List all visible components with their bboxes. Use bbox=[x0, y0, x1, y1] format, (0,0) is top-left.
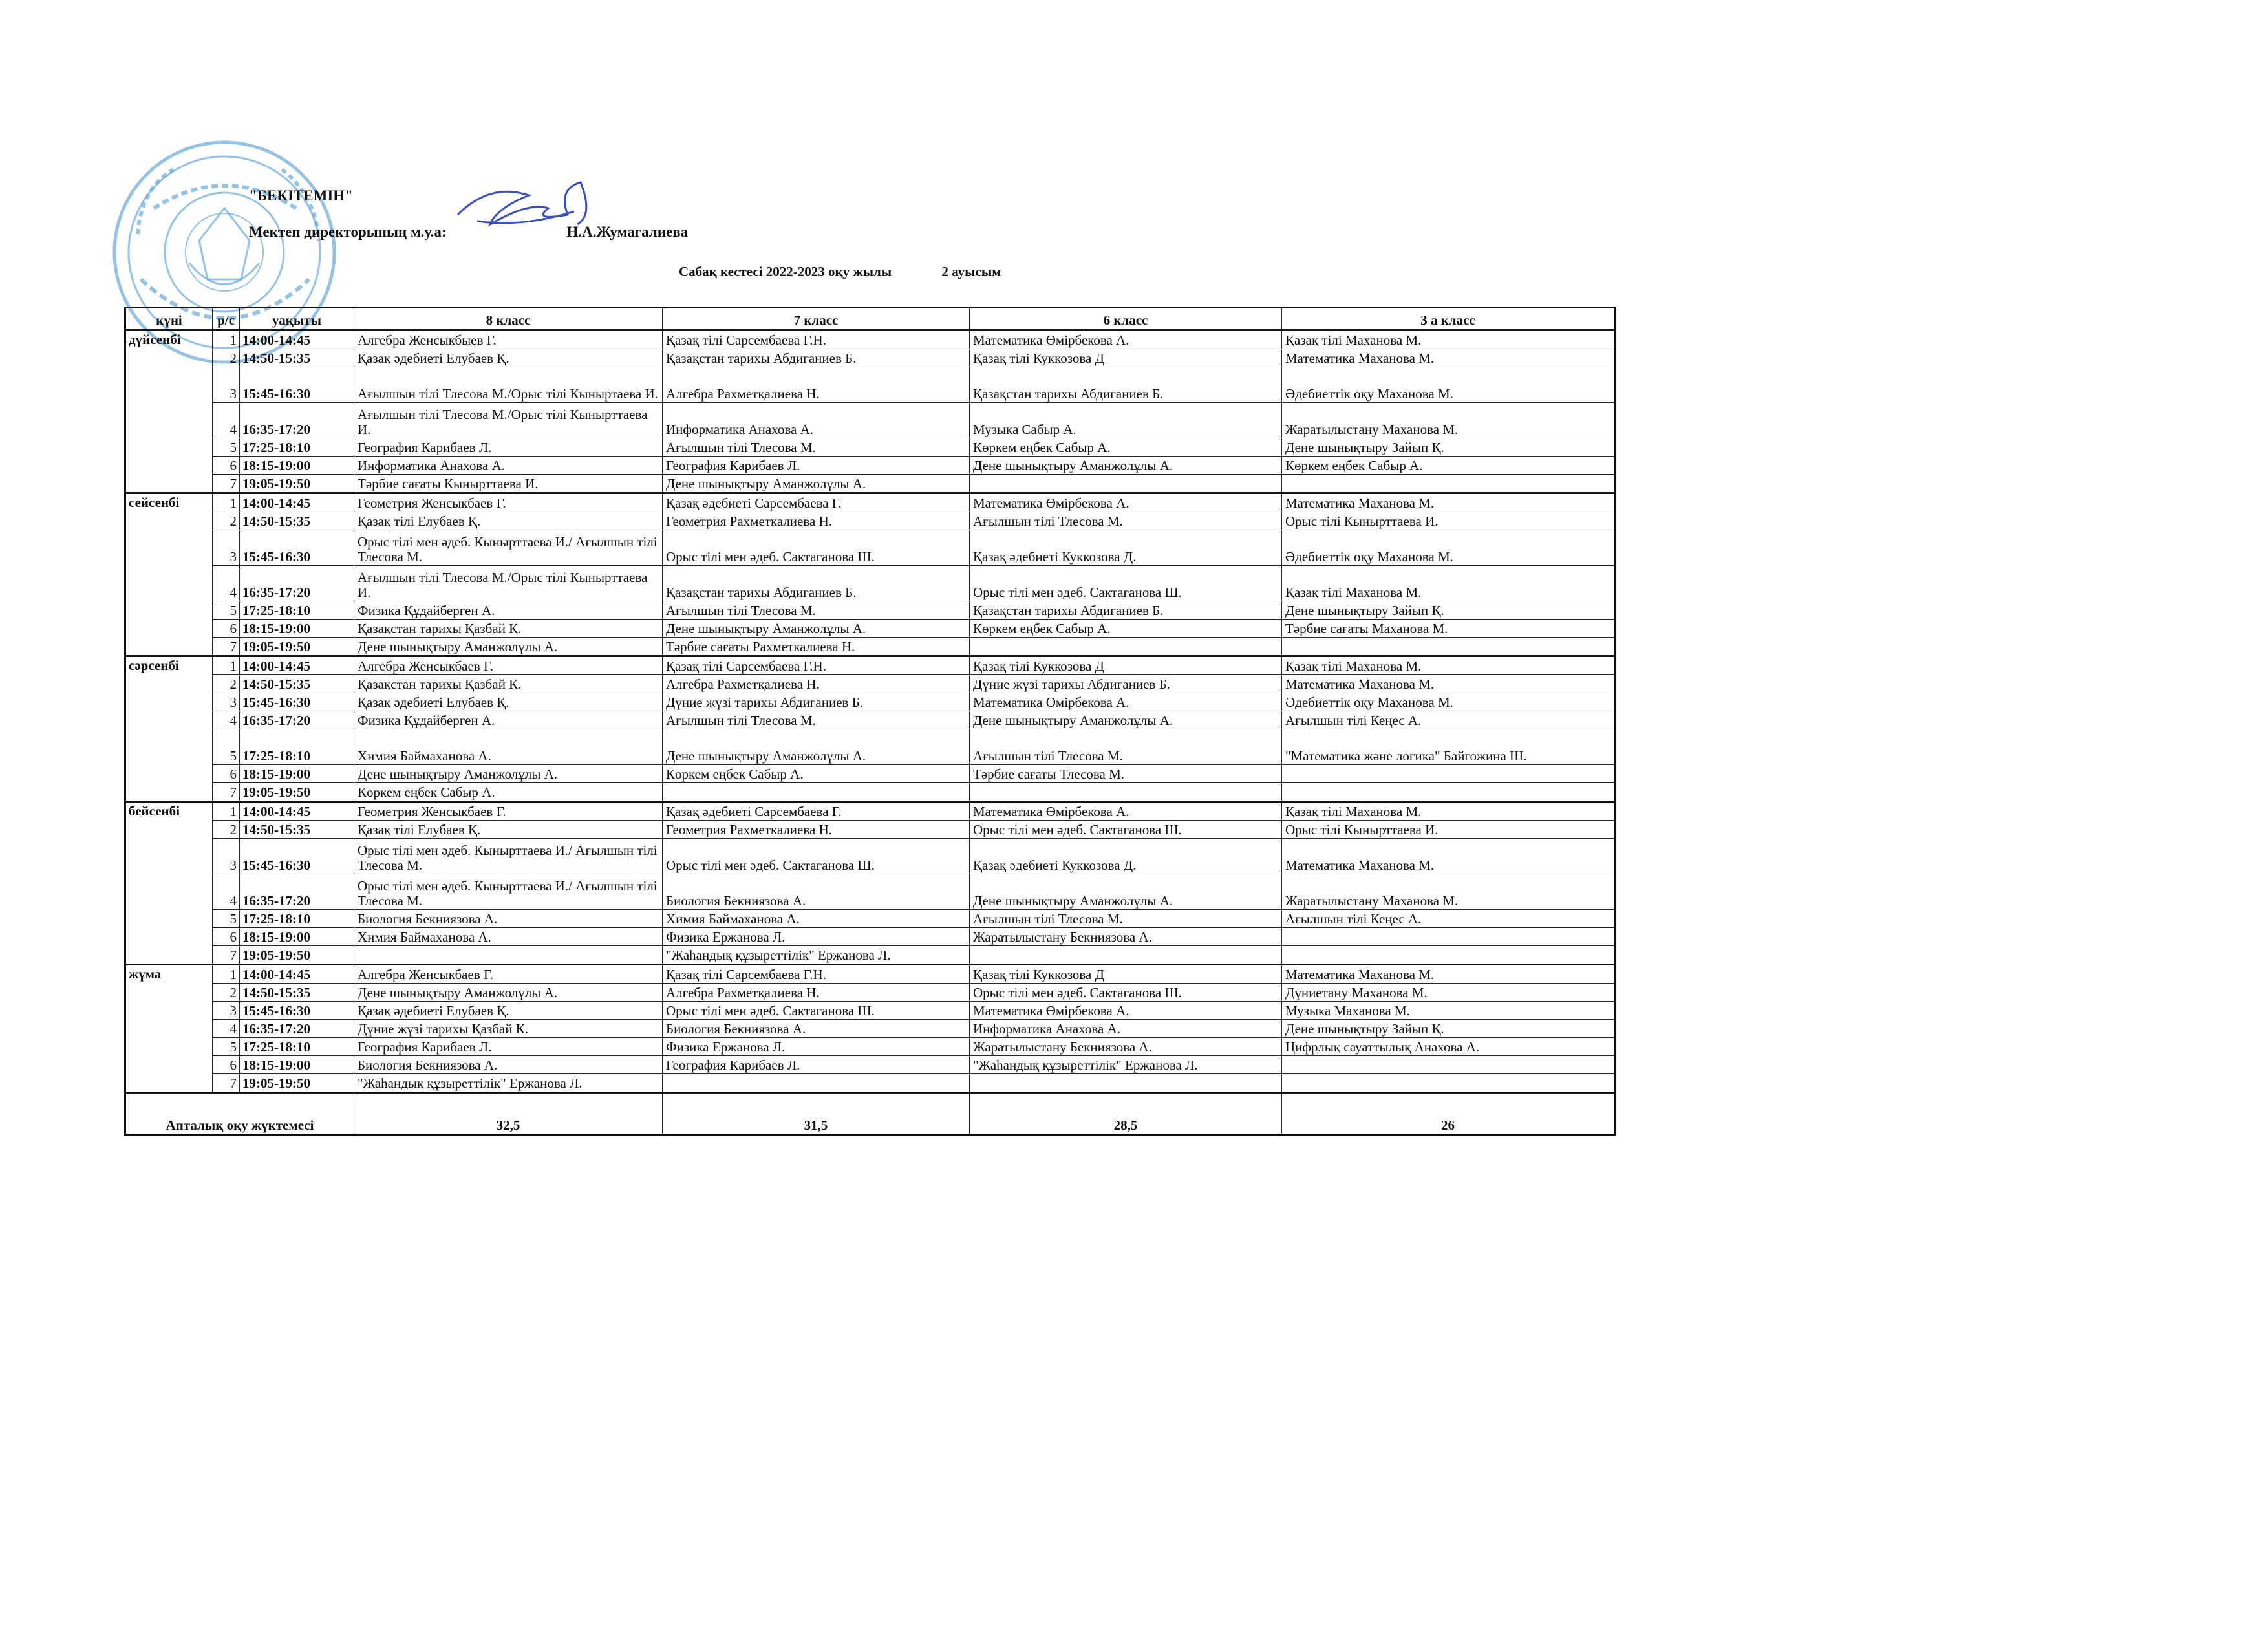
class-6-cell: Қазақстан тарихы Абдиганиев Б. bbox=[970, 601, 1282, 620]
class-7-cell: "Жаһандық құзыреттілік" Ержанова Л. bbox=[663, 946, 970, 965]
class-3a-cell: Қазақ тілі Маханова М. bbox=[1282, 566, 1615, 601]
class-6-cell: Математика Өмірбекова А. bbox=[970, 1002, 1282, 1020]
lesson-time-cell: 16:35-17:20 bbox=[240, 711, 354, 729]
header-class-3a: 3 а класс bbox=[1282, 308, 1615, 330]
class-7-cell: География Карибаев Л. bbox=[663, 1056, 970, 1074]
class-6-cell: Жаратылыстану Бекниязова А. bbox=[970, 1038, 1282, 1056]
header-day: күні bbox=[125, 308, 213, 330]
class-6-cell bbox=[970, 946, 1282, 965]
lesson-number-cell: 4 bbox=[213, 1020, 240, 1038]
table-row bbox=[125, 457, 1615, 475]
table-row bbox=[125, 910, 1615, 928]
table-row bbox=[125, 475, 1615, 493]
class-8-cell: Геометрия Женсыкбаев Г. bbox=[354, 802, 663, 821]
lesson-number-cell: 1 bbox=[213, 802, 240, 821]
table-row bbox=[125, 638, 1615, 656]
weekly-load-label: Апталық оқу жүктемесі bbox=[125, 1093, 354, 1135]
class-7-cell: Физика Ержанова Л. bbox=[663, 1038, 970, 1056]
day-cell: жұма bbox=[125, 965, 213, 1093]
table-row bbox=[125, 1038, 1615, 1056]
lesson-number-cell: 7 bbox=[213, 946, 240, 965]
class-7-cell: Қазақстан тарихы Абдиганиев Б. bbox=[663, 566, 970, 601]
table-row bbox=[125, 1056, 1615, 1074]
class-8-cell: Дене шынықтыру Аманжолұлы А. bbox=[354, 984, 663, 1002]
class-8-cell: Алгебра Женсыкбаев Г. bbox=[354, 656, 663, 675]
lesson-time-cell: 18:15-19:00 bbox=[240, 765, 354, 783]
class-7-cell bbox=[663, 783, 970, 802]
schedule-title bbox=[679, 264, 1001, 280]
class-8-cell: География Карибаев Л. bbox=[354, 1038, 663, 1056]
class-3a-cell: Әдебиеттік оқу Маханова М. bbox=[1282, 530, 1615, 566]
lesson-number-cell: 4 bbox=[213, 566, 240, 601]
class-8-cell: Қазақстан тарихы Қазбай К. bbox=[354, 675, 663, 693]
class-7-cell: Орыс тілі мен әдеб. Сактаганова Ш. bbox=[663, 1002, 970, 1020]
class-3a-cell bbox=[1282, 946, 1615, 965]
lesson-number-cell: 1 bbox=[213, 330, 240, 349]
class-6-cell: Дене шынықтыру Аманжолұлы А. bbox=[970, 874, 1282, 910]
table-row bbox=[125, 928, 1615, 946]
lesson-number-cell: 1 bbox=[213, 493, 240, 512]
class-3a-cell: Ағылшын тілі Кеңес А. bbox=[1282, 711, 1615, 729]
class-3a-cell: Жаратылыстану Маханова М. bbox=[1282, 403, 1615, 438]
day-cell: бейсенбі bbox=[125, 802, 213, 965]
class-6-cell: Жаратылыстану Бекниязова А. bbox=[970, 928, 1282, 946]
lesson-number-cell: 1 bbox=[213, 656, 240, 675]
class-6-cell: Ағылшын тілі Тлесова М. bbox=[970, 729, 1282, 765]
class-3a-cell bbox=[1282, 638, 1615, 656]
class-8-cell: Қазақ тілі Елубаев Қ. bbox=[354, 512, 663, 530]
class-6-cell: Ағылшын тілі Тлесова М. bbox=[970, 910, 1282, 928]
lesson-number-cell: 6 bbox=[213, 1056, 240, 1074]
table-row bbox=[125, 946, 1615, 965]
class-8-cell: Физика Құдайберген А. bbox=[354, 601, 663, 620]
lesson-time-cell: 19:05-19:50 bbox=[240, 475, 354, 493]
class-3a-cell: Қазақ тілі Маханова М. bbox=[1282, 656, 1615, 675]
schedule-body bbox=[125, 330, 1615, 1093]
class-3a-cell: Тәрбие сағаты Маханова М. bbox=[1282, 620, 1615, 638]
table-row bbox=[125, 438, 1615, 457]
class-8-cell: Көркем еңбек Сабыр А. bbox=[354, 783, 663, 802]
header-class-7: 7 класс bbox=[663, 308, 970, 330]
class-3a-cell bbox=[1282, 783, 1615, 802]
approval-heading: "БЕКІТЕМІН" bbox=[249, 188, 353, 204]
header-number: р/с bbox=[213, 308, 240, 330]
class-6-cell: Орыс тілі мен әдеб. Сактаганова Ш. bbox=[970, 984, 1282, 1002]
table-row bbox=[125, 783, 1615, 802]
table-row bbox=[125, 1020, 1615, 1038]
class-3a-cell bbox=[1282, 765, 1615, 783]
class-8-cell: Орыс тілі мен әдеб. Кынырттаева И./ Ағылшын тілі Тлесова М. bbox=[354, 530, 663, 566]
lesson-number-cell: 1 bbox=[213, 965, 240, 984]
table-row bbox=[125, 802, 1615, 821]
class-6-cell bbox=[970, 638, 1282, 656]
lesson-time-cell: 14:00-14:45 bbox=[240, 656, 354, 675]
class-6-cell: "Жаһандық құзыреттілік" Ержанова Л. bbox=[970, 1056, 1282, 1074]
approval-block bbox=[249, 185, 688, 243]
lesson-number-cell: 3 bbox=[213, 1002, 240, 1020]
class-3a-cell: Әдебиеттік оқу Маханова М. bbox=[1282, 693, 1615, 711]
class-3a-cell: "Математика және логика" Байгожина Ш. bbox=[1282, 729, 1615, 765]
class-6-cell: Қазақ әдебиеті Куккозова Д. bbox=[970, 839, 1282, 874]
class-8-cell: Тәрбие сағаты Кынырттаева И. bbox=[354, 475, 663, 493]
lesson-time-cell: 15:45-16:30 bbox=[240, 693, 354, 711]
weekly-load-class-7: 31,5 bbox=[663, 1093, 970, 1135]
table-row bbox=[125, 620, 1615, 638]
table-row bbox=[125, 821, 1615, 839]
lesson-time-cell: 16:35-17:20 bbox=[240, 1020, 354, 1038]
class-8-cell: Орыс тілі мен әдеб. Кынырттаева И./ Ағылшын тілі Тлесова М. bbox=[354, 874, 663, 910]
table-row bbox=[125, 493, 1615, 512]
class-7-cell: Қазақ тілі Сарсембаева Г.Н. bbox=[663, 656, 970, 675]
class-3a-cell: Дене шынықтыру Зайып Қ. bbox=[1282, 601, 1615, 620]
class-7-cell: Биология Бекниязова А. bbox=[663, 874, 970, 910]
class-7-cell: Дене шынықтыру Аманжолұлы А. bbox=[663, 475, 970, 493]
class-8-cell: Қазақ тілі Елубаев Қ. bbox=[354, 821, 663, 839]
table-row bbox=[125, 349, 1615, 367]
schedule-table bbox=[124, 307, 1616, 1136]
class-8-cell: Алгебра Женсыкбаев Г. bbox=[354, 965, 663, 984]
lesson-number-cell: 3 bbox=[213, 367, 240, 403]
class-6-cell: Қазақ тілі Куккозова Д bbox=[970, 965, 1282, 984]
day-cell: сейсенбі bbox=[125, 493, 213, 656]
lesson-time-cell: 18:15-19:00 bbox=[240, 928, 354, 946]
class-8-cell: Алгебра Женсыкбыев Г. bbox=[354, 330, 663, 349]
class-6-cell: Орыс тілі мен әдеб. Сактаганова Ш. bbox=[970, 566, 1282, 601]
class-8-cell: Қазақстан тарихы Қазбай К. bbox=[354, 620, 663, 638]
table-header-row bbox=[125, 308, 1615, 330]
class-8-cell: Химия Баймаханова А. bbox=[354, 928, 663, 946]
class-7-cell: Информатика Анахова А. bbox=[663, 403, 970, 438]
lesson-number-cell: 2 bbox=[213, 675, 240, 693]
table-row bbox=[125, 765, 1615, 783]
lesson-time-cell: 14:00-14:45 bbox=[240, 330, 354, 349]
class-3a-cell: Көркем еңбек Сабыр А. bbox=[1282, 457, 1615, 475]
lesson-number-cell: 4 bbox=[213, 403, 240, 438]
class-7-cell: Көркем еңбек Сабыр А. bbox=[663, 765, 970, 783]
class-7-cell: Тәрбие сағаты Рахметкалиева Н. bbox=[663, 638, 970, 656]
class-6-cell: Ағылшын тілі Тлесова М. bbox=[970, 512, 1282, 530]
class-6-cell: Қазақ тілі Куккозова Д bbox=[970, 656, 1282, 675]
lesson-number-cell: 6 bbox=[213, 765, 240, 783]
class-3a-cell: Ағылшын тілі Кеңес А. bbox=[1282, 910, 1615, 928]
day-cell: сәрсенбі bbox=[125, 656, 213, 802]
lesson-number-cell: 7 bbox=[213, 1074, 240, 1093]
table-row bbox=[125, 656, 1615, 675]
weekly-load-class-3a: 26 bbox=[1282, 1093, 1615, 1135]
table-row bbox=[125, 330, 1615, 349]
director-role-label: Мектеп директорының м.у.а: bbox=[249, 224, 447, 240]
lesson-number-cell: 5 bbox=[213, 1038, 240, 1056]
day-cell: дүйсенбі bbox=[125, 330, 213, 493]
class-8-cell: Ағылшын тілі Тлесова М./Орыс тілі Кыныртаева И. bbox=[354, 367, 663, 403]
weekly-load-class-6: 28,5 bbox=[970, 1093, 1282, 1135]
class-3a-cell: Дене шынықтыру Зайып Қ. bbox=[1282, 1020, 1615, 1038]
class-3a-cell bbox=[1282, 928, 1615, 946]
lesson-time-cell: 19:05-19:50 bbox=[240, 946, 354, 965]
lesson-number-cell: 6 bbox=[213, 620, 240, 638]
class-3a-cell: Математика Маханова М. bbox=[1282, 839, 1615, 874]
class-7-cell: Химия Баймаханова А. bbox=[663, 910, 970, 928]
class-7-cell: Ағылшын тілі Тлесова М. bbox=[663, 438, 970, 457]
class-7-cell: Орыс тілі мен әдеб. Сактаганова Ш. bbox=[663, 839, 970, 874]
class-3a-cell: Математика Маханова М. bbox=[1282, 965, 1615, 984]
class-8-cell: Орыс тілі мен әдеб. Кынырттаева И./ Ағылшын тілі Тлесова М. bbox=[354, 839, 663, 874]
class-8-cell: Биология Бекниязова А. bbox=[354, 910, 663, 928]
class-7-cell: География Карибаев Л. bbox=[663, 457, 970, 475]
class-7-cell bbox=[663, 1074, 970, 1093]
lesson-time-cell: 14:50-15:35 bbox=[240, 821, 354, 839]
class-6-cell: Математика Өмірбекова А. bbox=[970, 330, 1282, 349]
table-row bbox=[125, 1002, 1615, 1020]
table-row bbox=[125, 512, 1615, 530]
lesson-number-cell: 5 bbox=[213, 601, 240, 620]
class-8-cell: Дене шынықтыру Аманжолұлы А. bbox=[354, 765, 663, 783]
class-8-cell: Химия Баймаханова А. bbox=[354, 729, 663, 765]
class-8-cell: Қазақ әдебиеті Елубаев Қ. bbox=[354, 349, 663, 367]
lesson-number-cell: 2 bbox=[213, 984, 240, 1002]
lesson-time-cell: 16:35-17:20 bbox=[240, 874, 354, 910]
lesson-number-cell: 7 bbox=[213, 638, 240, 656]
class-6-cell: Қазақ тілі Куккозова Д bbox=[970, 349, 1282, 367]
class-6-cell: Көркем еңбек Сабыр А. bbox=[970, 620, 1282, 638]
class-7-cell: Физика Ержанова Л. bbox=[663, 928, 970, 946]
lesson-number-cell: 3 bbox=[213, 530, 240, 566]
lesson-time-cell: 18:15-19:00 bbox=[240, 1056, 354, 1074]
class-8-cell: Ағылшын тілі Тлесова М./Орыс тілі Кынырттаева И. bbox=[354, 566, 663, 601]
lesson-time-cell: 18:15-19:00 bbox=[240, 457, 354, 475]
weekly-load-row bbox=[125, 1093, 1615, 1135]
table-row bbox=[125, 566, 1615, 601]
weekly-load-class-8: 32,5 bbox=[354, 1093, 663, 1135]
class-3a-cell: Әдебиеттік оқу Маханова М. bbox=[1282, 367, 1615, 403]
class-7-cell: Алгебра Рахметқалиева Н. bbox=[663, 984, 970, 1002]
lesson-time-cell: 19:05-19:50 bbox=[240, 638, 354, 656]
class-3a-cell bbox=[1282, 1074, 1615, 1093]
lesson-number-cell: 7 bbox=[213, 783, 240, 802]
class-6-cell: Орыс тілі мен әдеб. Сактаганова Ш. bbox=[970, 821, 1282, 839]
lesson-time-cell: 17:25-18:10 bbox=[240, 1038, 354, 1056]
class-8-cell: Дүние жүзі тарихы Қазбай К. bbox=[354, 1020, 663, 1038]
table-row bbox=[125, 1074, 1615, 1093]
header-class-6: 6 класс bbox=[970, 308, 1282, 330]
class-7-cell: Дене шынықтыру Аманжолұлы А. bbox=[663, 620, 970, 638]
class-3a-cell: Дүниетану Маханова М. bbox=[1282, 984, 1615, 1002]
class-6-cell bbox=[970, 1074, 1282, 1093]
table-row bbox=[125, 403, 1615, 438]
table-row bbox=[125, 601, 1615, 620]
table-row bbox=[125, 367, 1615, 403]
lesson-number-cell: 4 bbox=[213, 711, 240, 729]
class-3a-cell: Қазақ тілі Маханова М. bbox=[1282, 802, 1615, 821]
class-6-cell: Дене шынықтыру Аманжолұлы А. bbox=[970, 457, 1282, 475]
class-7-cell: Ағылшын тілі Тлесова М. bbox=[663, 711, 970, 729]
lesson-number-cell: 5 bbox=[213, 438, 240, 457]
header-time: уақыты bbox=[240, 308, 354, 330]
table-row bbox=[125, 693, 1615, 711]
class-6-cell: Тәрбие сағаты Тлесова М. bbox=[970, 765, 1282, 783]
lesson-number-cell: 4 bbox=[213, 874, 240, 910]
lesson-time-cell: 14:50-15:35 bbox=[240, 984, 354, 1002]
class-8-cell: Дене шынықтыру Аманжолұлы А. bbox=[354, 638, 663, 656]
lesson-time-cell: 15:45-16:30 bbox=[240, 839, 354, 874]
lesson-number-cell: 6 bbox=[213, 928, 240, 946]
lesson-time-cell: 14:00-14:45 bbox=[240, 802, 354, 821]
schedule-title-text: Сабақ кестесі 2022-2023 оқу жылы bbox=[679, 264, 892, 279]
class-7-cell: Қазақ тілі Сарсембаева Г.Н. bbox=[663, 965, 970, 984]
class-6-cell: Математика Өмірбекова А. bbox=[970, 802, 1282, 821]
class-8-cell: Қазақ әдебиеті Елубаев Қ. bbox=[354, 693, 663, 711]
lesson-time-cell: 17:25-18:10 bbox=[240, 910, 354, 928]
table-row bbox=[125, 530, 1615, 566]
class-6-cell: Математика Өмірбекова А. bbox=[970, 693, 1282, 711]
class-8-cell: Геометрия Женсыкбаев Г. bbox=[354, 493, 663, 512]
lesson-time-cell: 14:50-15:35 bbox=[240, 675, 354, 693]
lesson-time-cell: 14:50-15:35 bbox=[240, 349, 354, 367]
table-row bbox=[125, 965, 1615, 984]
lesson-time-cell: 14:00-14:45 bbox=[240, 493, 354, 512]
lesson-number-cell: 6 bbox=[213, 457, 240, 475]
class-6-cell: Көркем еңбек Сабыр А. bbox=[970, 438, 1282, 457]
director-name: Н.А.Жумагалиева bbox=[566, 224, 689, 240]
class-7-cell: Орыс тілі мен әдеб. Сактаганова Ш. bbox=[663, 530, 970, 566]
table-row bbox=[125, 675, 1615, 693]
class-6-cell: Информатика Анахова А. bbox=[970, 1020, 1282, 1038]
class-6-cell: Дүние жүзі тарихы Абдиганиев Б. bbox=[970, 675, 1282, 693]
lesson-time-cell: 19:05-19:50 bbox=[240, 1074, 354, 1093]
lesson-time-cell: 17:25-18:10 bbox=[240, 438, 354, 457]
class-7-cell: Қазақ тілі Сарсембаева Г.Н. bbox=[663, 330, 970, 349]
lesson-time-cell: 15:45-16:30 bbox=[240, 1002, 354, 1020]
table-row bbox=[125, 729, 1615, 765]
class-3a-cell: Дене шынықтыру Зайып Қ. bbox=[1282, 438, 1615, 457]
class-6-cell: Қазақстан тарихы Абдиганиев Б. bbox=[970, 367, 1282, 403]
class-6-cell bbox=[970, 475, 1282, 493]
lesson-number-cell: 3 bbox=[213, 839, 240, 874]
lesson-time-cell: 19:05-19:50 bbox=[240, 783, 354, 802]
class-7-cell: Алгебра Рахметқалиева Н. bbox=[663, 367, 970, 403]
lesson-time-cell: 16:35-17:20 bbox=[240, 403, 354, 438]
table-row bbox=[125, 984, 1615, 1002]
lesson-number-cell: 2 bbox=[213, 512, 240, 530]
class-7-cell: Дене шынықтыру Аманжолұлы А. bbox=[663, 729, 970, 765]
class-3a-cell: Орыс тілі Кынырттаева И. bbox=[1282, 512, 1615, 530]
class-7-cell: Ағылшын тілі Тлесова М. bbox=[663, 601, 970, 620]
class-6-cell: Музыка Сабыр А. bbox=[970, 403, 1282, 438]
class-8-cell: Ағылшын тілі Тлесова М./Орыс тілі Кынырттаева И. bbox=[354, 403, 663, 438]
lesson-time-cell: 16:35-17:20 bbox=[240, 566, 354, 601]
class-7-cell: Қазақ әдебиеті Сарсембаева Г. bbox=[663, 493, 970, 512]
class-3a-cell: Математика Маханова М. bbox=[1282, 675, 1615, 693]
lesson-number-cell: 2 bbox=[213, 349, 240, 367]
table-row bbox=[125, 839, 1615, 874]
class-6-cell bbox=[970, 783, 1282, 802]
class-3a-cell: Математика Маханова М. bbox=[1282, 493, 1615, 512]
class-7-cell: Геометрия Рахметкалиева Н. bbox=[663, 821, 970, 839]
table-row bbox=[125, 874, 1615, 910]
signature bbox=[449, 207, 559, 252]
class-8-cell: "Жаһандық құзыреттілік" Ержанова Л. bbox=[354, 1074, 663, 1093]
class-7-cell: Дүние жүзі тарихы Абдиганиев Б. bbox=[663, 693, 970, 711]
table-row bbox=[125, 711, 1615, 729]
class-6-cell: Дене шынықтыру Аманжолұлы А. bbox=[970, 711, 1282, 729]
class-8-cell: Қазақ әдебиеті Елубаев Қ. bbox=[354, 1002, 663, 1020]
lesson-time-cell: 17:25-18:10 bbox=[240, 601, 354, 620]
lesson-time-cell: 17:25-18:10 bbox=[240, 729, 354, 765]
lesson-time-cell: 15:45-16:30 bbox=[240, 530, 354, 566]
shift-label: 2 ауысым bbox=[941, 264, 1001, 279]
lesson-time-cell: 14:00-14:45 bbox=[240, 965, 354, 984]
lesson-number-cell: 5 bbox=[213, 910, 240, 928]
class-7-cell: Алгебра Рахметқалиева Н. bbox=[663, 675, 970, 693]
class-3a-cell: Цифрлық сауаттылық Анахова А. bbox=[1282, 1038, 1615, 1056]
lesson-number-cell: 2 bbox=[213, 821, 240, 839]
class-3a-cell: Музыка Маханова М. bbox=[1282, 1002, 1615, 1020]
class-7-cell: Геометрия Рахметкалиева Н. bbox=[663, 512, 970, 530]
class-3a-cell: Математика Маханова М. bbox=[1282, 349, 1615, 367]
class-3a-cell bbox=[1282, 475, 1615, 493]
class-3a-cell: Орыс тілі Кынырттаева И. bbox=[1282, 821, 1615, 839]
class-7-cell: Қазақ әдебиеті Сарсембаева Г. bbox=[663, 802, 970, 821]
lesson-time-cell: 18:15-19:00 bbox=[240, 620, 354, 638]
class-8-cell: Биология Бекниязова А. bbox=[354, 1056, 663, 1074]
class-8-cell bbox=[354, 946, 663, 965]
class-7-cell: Биология Бекниязова А. bbox=[663, 1020, 970, 1038]
header-class-8: 8 класс bbox=[354, 308, 663, 330]
class-8-cell: География Карибаев Л. bbox=[354, 438, 663, 457]
lesson-number-cell: 5 bbox=[213, 729, 240, 765]
class-6-cell: Қазақ әдебиеті Куккозова Д. bbox=[970, 530, 1282, 566]
lesson-time-cell: 15:45-16:30 bbox=[240, 367, 354, 403]
class-8-cell: Информатика Анахова А. bbox=[354, 457, 663, 475]
class-3a-cell bbox=[1282, 1056, 1615, 1074]
class-6-cell: Математика Өмірбекова А. bbox=[970, 493, 1282, 512]
lesson-number-cell: 3 bbox=[213, 693, 240, 711]
lesson-time-cell: 14:50-15:35 bbox=[240, 512, 354, 530]
class-3a-cell: Жаратылыстану Маханова М. bbox=[1282, 874, 1615, 910]
lesson-number-cell: 7 bbox=[213, 475, 240, 493]
class-7-cell: Қазақстан тарихы Абдиганиев Б. bbox=[663, 349, 970, 367]
class-8-cell: Физика Құдайберген А. bbox=[354, 711, 663, 729]
class-3a-cell: Қазақ тілі Маханова М. bbox=[1282, 330, 1615, 349]
